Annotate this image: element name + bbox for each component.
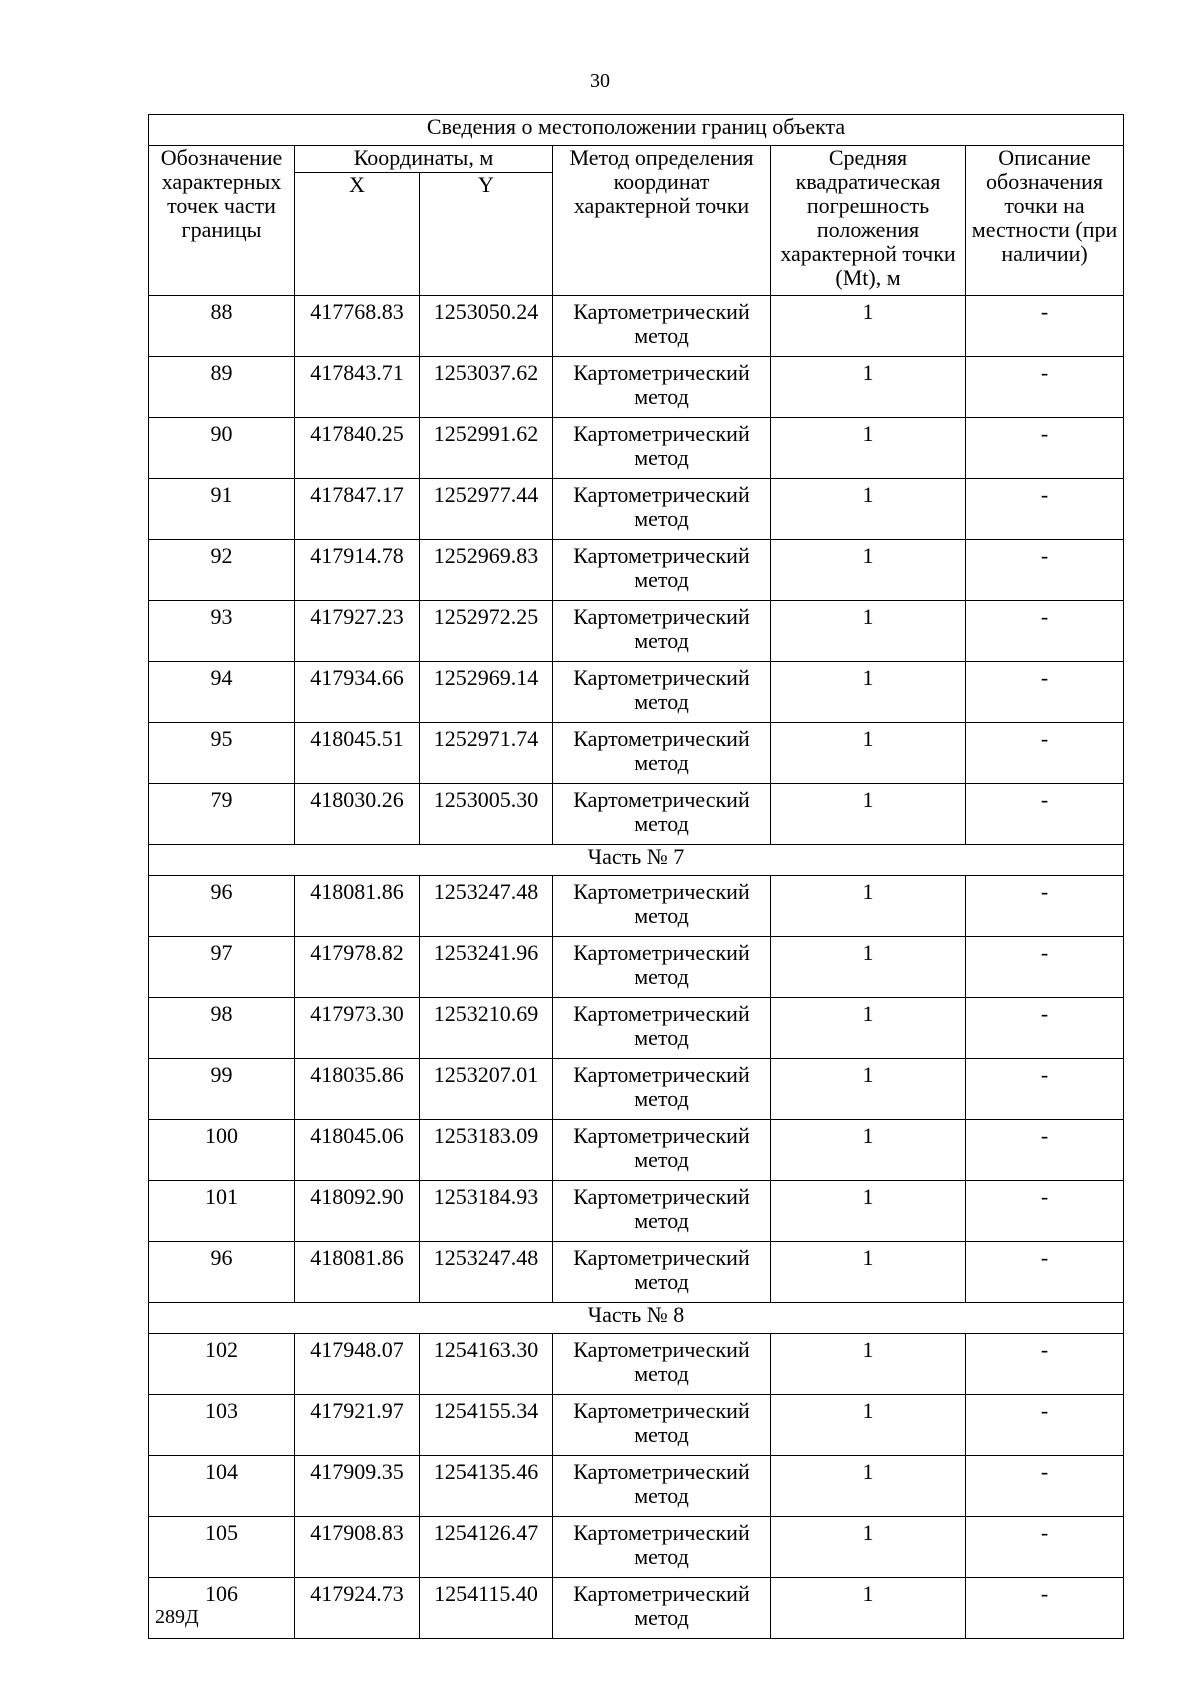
accuracy-cell: 1: [771, 876, 966, 937]
part-8-label: Часть № 8: [149, 1303, 1124, 1334]
y-coordinate-cell: 1253247.48: [420, 1242, 553, 1303]
y-coordinate-cell: 1253184.93: [420, 1181, 553, 1242]
method-cell: [553, 601, 771, 662]
table-row: [149, 876, 1124, 937]
table-row: [149, 1181, 1124, 1242]
x-coordinate-cell: 417927.23: [295, 601, 420, 662]
x-coordinate-cell: 418035.86: [295, 1059, 420, 1120]
method-line-1: Картометрический: [573, 1581, 750, 1606]
description-cell: -: [966, 876, 1124, 937]
method-line-2: метод: [634, 1086, 689, 1111]
method-cell: [553, 1181, 771, 1242]
y-coordinate-cell: 1253207.01: [420, 1059, 553, 1120]
method-line-2: метод: [634, 1269, 689, 1294]
method-line-1: Картометрический: [573, 1184, 750, 1209]
method-line-2: метод: [634, 506, 689, 531]
table-row: [149, 601, 1124, 662]
method-line-2: метод: [634, 811, 689, 836]
method-line-1: Картометрический: [573, 1062, 750, 1087]
point-id-cell: 88: [149, 296, 295, 357]
x-coordinate-cell: 417934.66: [295, 662, 420, 723]
y-coordinate-cell: 1253241.96: [420, 937, 553, 998]
point-id-cell: 105: [149, 1517, 295, 1578]
accuracy-cell: 1: [771, 1334, 966, 1395]
table-row: [149, 784, 1124, 845]
y-coordinate-cell: 1252969.14: [420, 662, 553, 723]
description-cell: -: [966, 1242, 1124, 1303]
point-id-cell: 94: [149, 662, 295, 723]
x-coordinate-cell: 417908.83: [295, 1517, 420, 1578]
method-line-1: Картометрический: [573, 1245, 750, 1270]
y-coordinate-cell: 1253183.09: [420, 1120, 553, 1181]
method-cell: [553, 876, 771, 937]
header-point: Обозначение характерных точек части границы: [149, 146, 295, 296]
method-cell: [553, 937, 771, 998]
table-row: [149, 1334, 1124, 1395]
method-line-1: Картометрический: [573, 787, 750, 812]
method-cell: [553, 662, 771, 723]
accuracy-cell: 1: [771, 540, 966, 601]
method-line-1: Картометрический: [573, 604, 750, 629]
x-coordinate-cell: 417909.35: [295, 1456, 420, 1517]
description-cell: -: [966, 1334, 1124, 1395]
rows-part-7: [149, 876, 1124, 1303]
x-coordinate-cell: 417847.17: [295, 479, 420, 540]
method-line-1: Картометрический: [573, 665, 750, 690]
description-cell: -: [966, 1395, 1124, 1456]
description-cell: -: [966, 1456, 1124, 1517]
method-line-1: Картометрический: [573, 1001, 750, 1026]
x-coordinate-cell: 418045.06: [295, 1120, 420, 1181]
table-row: [149, 937, 1124, 998]
description-cell: -: [966, 479, 1124, 540]
method-line-1: Картометрический: [573, 1337, 750, 1362]
table-row: [149, 1120, 1124, 1181]
x-coordinate-cell: 418030.26: [295, 784, 420, 845]
method-line-1: Картометрический: [573, 1459, 750, 1484]
y-coordinate-cell: 1252969.83: [420, 540, 553, 601]
table-row: [149, 1395, 1124, 1456]
x-coordinate-cell: 417978.82: [295, 937, 420, 998]
method-line-1: Картометрический: [573, 421, 750, 446]
description-cell: -: [966, 1517, 1124, 1578]
table-row: [149, 998, 1124, 1059]
method-cell: [553, 998, 771, 1059]
method-line-2: метод: [634, 903, 689, 928]
point-id-cell: 99: [149, 1059, 295, 1120]
method-line-1: Картометрический: [573, 360, 750, 385]
document-code: 289Д: [155, 1606, 199, 1628]
method-line-2: метод: [634, 964, 689, 989]
table-row: [149, 1456, 1124, 1517]
description-cell: -: [966, 937, 1124, 998]
point-id-cell: 92: [149, 540, 295, 601]
header-method: Метод определения координат характерной точки: [553, 146, 771, 296]
y-coordinate-cell: 1253210.69: [420, 998, 553, 1059]
y-coordinate-cell: 1252972.25: [420, 601, 553, 662]
point-id-cell: 104: [149, 1456, 295, 1517]
description-cell: -: [966, 1181, 1124, 1242]
method-line-2: метод: [634, 1422, 689, 1447]
accuracy-cell: 1: [771, 479, 966, 540]
method-cell: [553, 1059, 771, 1120]
method-cell: [553, 479, 771, 540]
accuracy-cell: 1: [771, 418, 966, 479]
x-coordinate-cell: 417921.97: [295, 1395, 420, 1456]
x-coordinate-cell: 417768.83: [295, 296, 420, 357]
y-coordinate-cell: 1253050.24: [420, 296, 553, 357]
table-row: [149, 540, 1124, 601]
method-line-2: метод: [634, 445, 689, 470]
accuracy-cell: 1: [771, 296, 966, 357]
method-line-2: метод: [634, 1605, 689, 1630]
table-row: [149, 1578, 1124, 1639]
point-id-cell: 93: [149, 601, 295, 662]
point-id-cell: 96: [149, 876, 295, 937]
method-line-1: Картометрический: [573, 1398, 750, 1423]
method-cell: [553, 418, 771, 479]
method-cell: [553, 357, 771, 418]
point-id-cell: 89: [149, 357, 295, 418]
x-coordinate-cell: 417924.73: [295, 1578, 420, 1639]
method-cell: [553, 1456, 771, 1517]
table-row: [149, 357, 1124, 418]
x-coordinate-cell: 417948.07: [295, 1334, 420, 1395]
method-cell: [553, 784, 771, 845]
description-cell: -: [966, 784, 1124, 845]
method-line-2: метод: [634, 1361, 689, 1386]
accuracy-cell: 1: [771, 784, 966, 845]
rows-part-8: [149, 1334, 1124, 1639]
method-cell: [553, 1395, 771, 1456]
table-row: [149, 296, 1124, 357]
description-cell: -: [966, 662, 1124, 723]
x-coordinate-cell: 417914.78: [295, 540, 420, 601]
y-coordinate-cell: 1252971.74: [420, 723, 553, 784]
method-cell: [553, 1334, 771, 1395]
y-coordinate-cell: 1254135.46: [420, 1456, 553, 1517]
boundary-table: [148, 114, 1124, 1639]
description-cell: -: [966, 723, 1124, 784]
table-row: [149, 723, 1124, 784]
x-coordinate-cell: 417973.30: [295, 998, 420, 1059]
x-coordinate-cell: 418045.51: [295, 723, 420, 784]
header-description: Описание обозначения точки на местности (при наличии): [966, 146, 1124, 296]
method-line-2: метод: [634, 1147, 689, 1172]
method-line-2: метод: [634, 384, 689, 409]
description-cell: -: [966, 1059, 1124, 1120]
method-cell: [553, 1517, 771, 1578]
method-line-2: метод: [634, 1544, 689, 1569]
method-line-2: метод: [634, 1208, 689, 1233]
page-number: 30: [590, 70, 610, 92]
header-x: X: [295, 173, 420, 296]
method-cell: [553, 1578, 771, 1639]
table-row: [149, 479, 1124, 540]
y-coordinate-cell: 1252977.44: [420, 479, 553, 540]
accuracy-cell: 1: [771, 1395, 966, 1456]
point-id-cell: 103: [149, 1395, 295, 1456]
table-row: [149, 662, 1124, 723]
table-title: Сведения о местоположении границ объекта: [149, 115, 1124, 146]
description-cell: -: [966, 998, 1124, 1059]
description-cell: -: [966, 357, 1124, 418]
method-line-2: метод: [634, 567, 689, 592]
method-line-1: Картометрический: [573, 726, 750, 751]
accuracy-cell: 1: [771, 1578, 966, 1639]
accuracy-cell: 1: [771, 1517, 966, 1578]
accuracy-cell: 1: [771, 357, 966, 418]
description-cell: -: [966, 1578, 1124, 1639]
description-cell: -: [966, 540, 1124, 601]
point-id-cell: 106: [149, 1578, 295, 1639]
accuracy-cell: 1: [771, 1059, 966, 1120]
x-coordinate-cell: 418081.86: [295, 876, 420, 937]
method-line-1: Картометрический: [573, 299, 750, 324]
point-id-cell: 79: [149, 784, 295, 845]
point-id-cell: 90: [149, 418, 295, 479]
y-coordinate-cell: 1254155.34: [420, 1395, 553, 1456]
description-cell: -: [966, 1120, 1124, 1181]
accuracy-cell: 1: [771, 601, 966, 662]
method-line-1: Картометрический: [573, 543, 750, 568]
point-id-cell: 96: [149, 1242, 295, 1303]
method-line-1: Картометрический: [573, 482, 750, 507]
method-line-2: метод: [634, 1483, 689, 1508]
accuracy-cell: 1: [771, 723, 966, 784]
method-line-2: метод: [634, 628, 689, 653]
accuracy-cell: 1: [771, 662, 966, 723]
method-cell: [553, 1242, 771, 1303]
method-line-2: метод: [634, 323, 689, 348]
x-coordinate-cell: 418081.86: [295, 1242, 420, 1303]
x-coordinate-cell: 417843.71: [295, 357, 420, 418]
table-row: [149, 1517, 1124, 1578]
y-coordinate-cell: 1253247.48: [420, 876, 553, 937]
method-cell: [553, 540, 771, 601]
method-line-1: Картометрический: [573, 1123, 750, 1148]
point-id-cell: 95: [149, 723, 295, 784]
x-coordinate-cell: 418092.90: [295, 1181, 420, 1242]
table-row: [149, 1059, 1124, 1120]
accuracy-cell: 1: [771, 1456, 966, 1517]
method-line-2: метод: [634, 750, 689, 775]
header-coords: Координаты, м: [295, 146, 553, 173]
part-7-label: Часть № 7: [149, 845, 1124, 876]
table-row: [149, 418, 1124, 479]
method-line-2: метод: [634, 1025, 689, 1050]
accuracy-cell: 1: [771, 1242, 966, 1303]
y-coordinate-cell: 1253005.30: [420, 784, 553, 845]
description-cell: -: [966, 296, 1124, 357]
method-cell: [553, 723, 771, 784]
y-coordinate-cell: 1254126.47: [420, 1517, 553, 1578]
point-id-cell: 101: [149, 1181, 295, 1242]
x-coordinate-cell: 417840.25: [295, 418, 420, 479]
accuracy-cell: 1: [771, 1120, 966, 1181]
accuracy-cell: 1: [771, 937, 966, 998]
description-cell: -: [966, 601, 1124, 662]
point-id-cell: 102: [149, 1334, 295, 1395]
y-coordinate-cell: 1253037.62: [420, 357, 553, 418]
method-line-1: Картометрический: [573, 879, 750, 904]
accuracy-cell: 1: [771, 998, 966, 1059]
point-id-cell: 98: [149, 998, 295, 1059]
method-line-1: Картометрический: [573, 1520, 750, 1545]
y-coordinate-cell: 1252991.62: [420, 418, 553, 479]
method-cell: [553, 1120, 771, 1181]
y-coordinate-cell: 1254115.40: [420, 1578, 553, 1639]
point-id-cell: 100: [149, 1120, 295, 1181]
method-cell: [553, 296, 771, 357]
method-line-2: метод: [634, 689, 689, 714]
point-id-cell: 91: [149, 479, 295, 540]
rows-part-6: [149, 296, 1124, 845]
point-id-cell: 97: [149, 937, 295, 998]
y-coordinate-cell: 1254163.30: [420, 1334, 553, 1395]
description-cell: -: [966, 418, 1124, 479]
table-row: [149, 1242, 1124, 1303]
accuracy-cell: 1: [771, 1181, 966, 1242]
header-accuracy: Средняя квадратическая погрешность положения характерной точки (Mt), м: [771, 146, 966, 296]
method-line-1: Картометрический: [573, 940, 750, 965]
header-y: Y: [420, 173, 553, 296]
